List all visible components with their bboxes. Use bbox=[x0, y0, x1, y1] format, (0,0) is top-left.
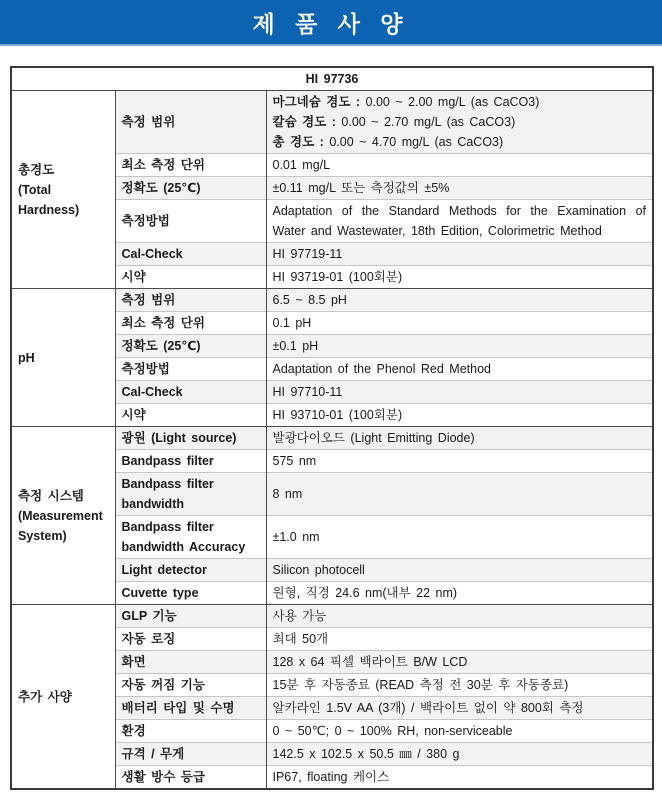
spec-label-cell: Cal-Check bbox=[115, 381, 266, 404]
spec-value-cell: 0 ~ 50℃; 0 ~ 100% RH, non-serviceable bbox=[266, 720, 653, 743]
spec-label-cell: Bandpass filter bandwidth bbox=[115, 473, 266, 516]
spec-value-cell: Adaptation of the Standard Methods for the Examination of Water and Wastewater, 18th Edition, Colorimetric Method bbox=[266, 200, 653, 243]
spec-value-cell bbox=[266, 91, 653, 154]
spec-value-cell: HI 97710-11 bbox=[266, 381, 653, 404]
spec-label-cell: 측정 범위 bbox=[115, 289, 266, 312]
value-line-bold-segment: 마그네슘 경도 : bbox=[272, 95, 361, 109]
spec-label-cell: Cuvette type bbox=[115, 582, 266, 605]
spec-value-cell: 최대 50개 bbox=[266, 628, 653, 651]
spec-label-cell: Bandpass filter bandwidth Accuracy bbox=[115, 516, 266, 559]
spec-row bbox=[11, 427, 653, 450]
spec-value-cell: 원형, 직경 24.6 nm(내부 22 nm) bbox=[266, 582, 653, 605]
spec-label-cell: Bandpass filter bbox=[115, 450, 266, 473]
spec-label-cell: 환경 bbox=[115, 720, 266, 743]
spec-row bbox=[11, 289, 653, 312]
value-line-text-segment: 0.00 ~ 2.70 mg/L (as CaCO3) bbox=[335, 115, 516, 129]
spec-label-cell: GLP 기능 bbox=[115, 605, 266, 628]
spec-value-cell: HI 93710-01 (100회분) bbox=[266, 404, 653, 427]
section-name-line: 총경도 bbox=[18, 162, 55, 177]
spec-label-cell: 규격 / 무게 bbox=[115, 743, 266, 766]
spec-value-cell: IP67, floating 케이스 bbox=[266, 766, 653, 790]
spec-value-cell: HI 97719-11 bbox=[266, 243, 653, 266]
spec-table bbox=[10, 66, 654, 790]
spec-label-cell: 자동 꺼짐 기능 bbox=[115, 674, 266, 697]
spec-value-cell: 8 nm bbox=[266, 473, 653, 516]
value-line-bold-segment: 칼슘 경도 : bbox=[272, 115, 336, 129]
section-name-line: System) bbox=[18, 528, 67, 543]
spec-row bbox=[11, 605, 653, 628]
spec-label-cell: 정확도 (25℃) bbox=[115, 335, 266, 358]
section-name-cell bbox=[11, 289, 115, 427]
spec-label-cell: 정확도 (25℃) bbox=[115, 177, 266, 200]
spec-label-cell: 측정 범위 bbox=[115, 91, 266, 154]
spec-value-cell: ±0.1 pH bbox=[266, 335, 653, 358]
page-title: 제 품 사 양 bbox=[252, 10, 410, 37]
spec-value-cell: 알카라인 1.5V AA (3개) / 백라이트 없이 약 800회 측정 bbox=[266, 697, 653, 720]
spec-label-cell: 시약 bbox=[115, 404, 266, 427]
spec-value-cell: 0.1 pH bbox=[266, 312, 653, 335]
model-number: HI 97736 bbox=[11, 67, 653, 91]
title-banner bbox=[0, 0, 662, 46]
spec-value-cell: ±0.11 mg/L 또는 측정값의 ±5% bbox=[266, 177, 653, 200]
section-name-line: pH bbox=[18, 350, 35, 365]
spec-value-cell: Silicon photocell bbox=[266, 559, 653, 582]
section-name-line: (Measurement bbox=[18, 508, 103, 523]
value-line-text-segment: 0.00 ~ 4.70 mg/L (as CaCO3) bbox=[323, 135, 504, 149]
section-name-cell bbox=[11, 427, 115, 605]
spec-value-line bbox=[273, 112, 647, 132]
value-line-text-segment: 0.00 ~ 2.00 mg/L (as CaCO3) bbox=[360, 95, 540, 109]
spec-value-line bbox=[273, 92, 647, 112]
spec-value-line bbox=[273, 132, 647, 152]
spec-label-cell: 최소 측정 단위 bbox=[115, 154, 266, 177]
spec-value-cell: Adaptation of the Phenol Red Method bbox=[266, 358, 653, 381]
spec-label-cell: Light detector bbox=[115, 559, 266, 582]
spec-label-cell: 최소 측정 단위 bbox=[115, 312, 266, 335]
spec-label-cell: 화면 bbox=[115, 651, 266, 674]
spec-value-cell: 발광다이오드 (Light Emitting Diode) bbox=[266, 427, 653, 450]
spec-label-cell: 광원 (Light source) bbox=[115, 427, 266, 450]
spec-value-cell: 15분 후 자동종료 (READ 측정 전 30분 후 자동종료) bbox=[266, 674, 653, 697]
spec-value-cell: ±1.0 nm bbox=[266, 516, 653, 559]
spec-label-cell: Cal-Check bbox=[115, 243, 266, 266]
value-line-bold-segment: 총 경도 : bbox=[272, 135, 324, 149]
spec-row bbox=[11, 91, 653, 154]
spec-value-cell: 128 x 64 픽셀 백라이트 B/W LCD bbox=[266, 651, 653, 674]
spec-table-container bbox=[10, 66, 652, 790]
spec-label-cell: 생활 방수 등급 bbox=[115, 766, 266, 790]
spec-value-cell: 사용 가능 bbox=[266, 605, 653, 628]
section-name-cell bbox=[11, 91, 115, 289]
spec-value-cell: 575 nm bbox=[266, 450, 653, 473]
spec-label-cell: 측정방법 bbox=[115, 200, 266, 243]
spec-label-cell: 자동 로징 bbox=[115, 628, 266, 651]
model-header-row bbox=[11, 67, 653, 91]
spec-value-cell: 6.5 ~ 8.5 pH bbox=[266, 289, 653, 312]
spec-label-cell: 시약 bbox=[115, 266, 266, 289]
spec-value-cell: 0.01 mg/L bbox=[266, 154, 653, 177]
spec-value-cell: HI 93719-01 (100회분) bbox=[266, 266, 653, 289]
section-name-line: (Total Hardness) bbox=[18, 182, 80, 217]
spec-label-cell: 측정방법 bbox=[115, 358, 266, 381]
spec-value-cell: 142.5 x 102.5 x 50.5 ㎜ / 380 g bbox=[266, 743, 653, 766]
section-name-line: 측정 시스템 bbox=[18, 488, 84, 503]
section-name-line: 추가 사양 bbox=[18, 689, 72, 704]
section-name-cell bbox=[11, 605, 115, 790]
spec-label-cell: 배터리 타입 및 수명 bbox=[115, 697, 266, 720]
